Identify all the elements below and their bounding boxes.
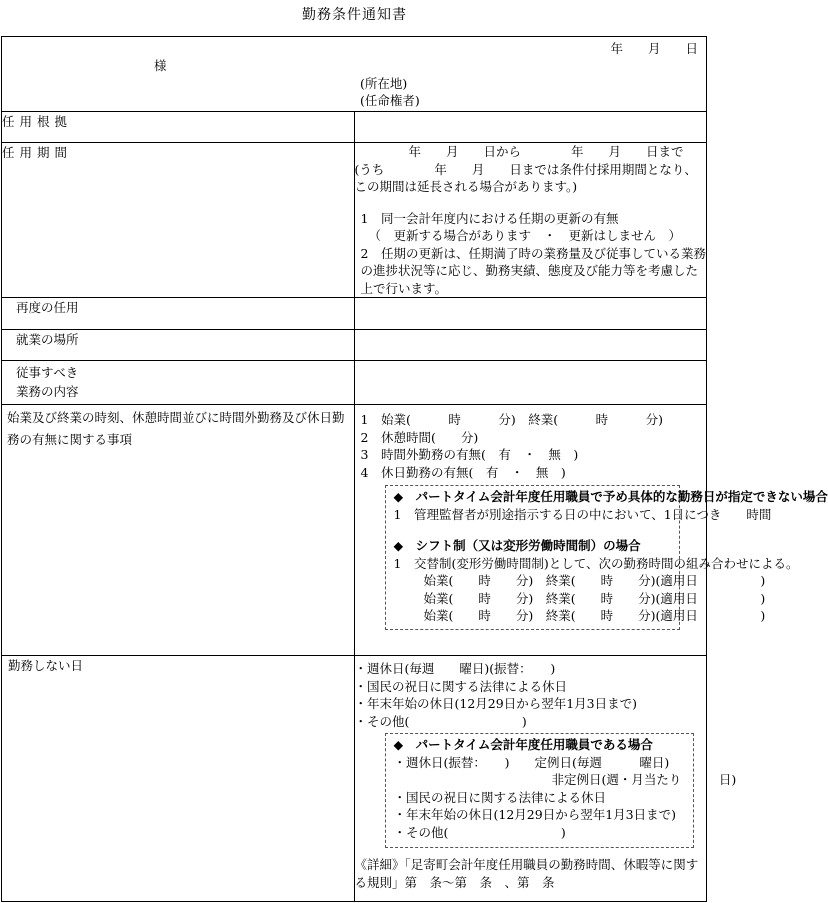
parttime-unscheduled-heading: ◆ パートタイム会計年度任用職員で予め具体的な勤務日が指定できない場合 — [393, 489, 828, 504]
row-holidays — [2, 656, 707, 902]
row-duties — [2, 361, 707, 405]
label-duties-1: 従事すべき — [16, 365, 79, 380]
holiday-national: ・国民の祝日に関する法律による休日 — [354, 678, 568, 694]
value-holidays — [354, 656, 737, 902]
hours-start-end: 1 始業( 時 分) 終業( 時 分) — [360, 412, 663, 427]
label-workplace: 就業の場所 — [2, 330, 355, 361]
shift-pattern-3: 始業( 時 分) 終業( 時 分)(適用日 ) — [423, 608, 766, 623]
label-hours: 始業及び終業の時刻、休憩時間並びに時間外勤務及び休日勤務の有無に関する事項 — [2, 405, 355, 656]
regulation-detail: 《詳細》「足寄町会計年度任用職員の勤務時間、休暇等に関する規則」第 条～第 条 、第 条 — [354, 857, 699, 890]
label-duties — [2, 361, 355, 405]
date-line: 年 月 日 — [610, 41, 698, 56]
probation-note: (うち 年 月 日までは条件付採用期間となり、この期間は延長される場合があります。) — [354, 161, 697, 194]
header-row — [2, 37, 707, 112]
parttime-hours-box — [385, 485, 828, 630]
value-hours — [354, 405, 828, 656]
label-basis: 任用根拠 — [2, 112, 355, 143]
row-basis — [2, 112, 707, 143]
shift-body: 1 交替制(変形労働時間制)として、次の勤務時間の組み合わせによる。 — [393, 555, 799, 571]
location-label: (所在地) — [360, 76, 408, 91]
renewal-options: （ 更新する場合があります ・ 更新はしません ） — [368, 228, 682, 243]
parttime-other: ・その他( ) — [393, 824, 566, 840]
row-period — [2, 143, 707, 298]
shift-heading: ◆ シフト制（又は変形労働時間制）の場合 — [393, 538, 641, 553]
hours-overtime: 3 時間外勤務の有無( 有 ・ 無 ) — [360, 447, 579, 462]
value-duties[interactable] — [354, 361, 707, 405]
parttime-newyear: ・年末年始の休日(12月29日から翌年1月3日まで) — [393, 807, 676, 822]
parttime-national: ・国民の祝日に関する法律による休日 — [393, 789, 607, 805]
label-duties-2: 業務の内容 — [16, 384, 79, 399]
parttime-nonregular: 非定例日(週・月当たり 日) — [551, 772, 737, 787]
holiday-other: ・その他( ) — [354, 713, 527, 729]
label-period: 任用期間 — [2, 143, 355, 298]
header-cell — [2, 37, 707, 112]
period-range: 年 月 日から 年 月 日まで — [408, 144, 684, 159]
label-holidays: 勤務しない日 — [2, 656, 355, 902]
value-reappoint[interactable] — [354, 298, 707, 330]
renewal-heading: 1 同一会計年度内における任期の更新の有無 — [360, 210, 619, 226]
parttime-holiday-box — [385, 733, 737, 848]
hours-break: 2 休憩時間( 分) — [360, 429, 479, 445]
holiday-newyear: ・年末年始の休日(12月29日から翌年1月3日まで) — [354, 696, 637, 711]
authority-label: (任命権者) — [360, 93, 420, 108]
row-hours — [2, 405, 707, 656]
addressee-suffix: 様 — [154, 58, 167, 73]
parttime-holiday-heading: ◆ パートタイム会計年度任用職員である場合 — [393, 737, 653, 752]
value-workplace[interactable] — [354, 330, 707, 361]
value-period — [354, 143, 707, 298]
row-workplace — [2, 330, 707, 361]
parttime-weekly: ・週休日(振替： ) 定例日(毎週 曜日) — [393, 754, 670, 770]
holiday-weekly: ・週休日(毎週 曜日)(振替： ) — [354, 661, 556, 676]
document-title: 勤務条件通知書 — [302, 7, 407, 23]
row-reappoint — [2, 298, 707, 330]
renewal-criteria: 2 任期の更新は、任期満了時の業務量及び従事している業務の進捗状況等に応じ、勤務実績、態度及び能力等を考慮した上で行います。 — [360, 245, 706, 296]
shift-pattern-2: 始業( 時 分) 終業( 時 分)(適用日 ) — [423, 590, 766, 606]
hours-holiday-work: 4 休日勤務の有無( 有 ・ 無 ) — [360, 464, 566, 480]
value-basis[interactable] — [354, 112, 707, 143]
parttime-unscheduled-body: 1 管理監督者が別途指示する日の中において、1日につき 時間 — [393, 506, 772, 522]
shift-pattern-1: 始業( 時 分) 終業( 時 分)(適用日 ) — [423, 573, 766, 588]
label-reappoint: 再度の任用 — [2, 298, 355, 330]
conditions-table — [1, 36, 828, 902]
